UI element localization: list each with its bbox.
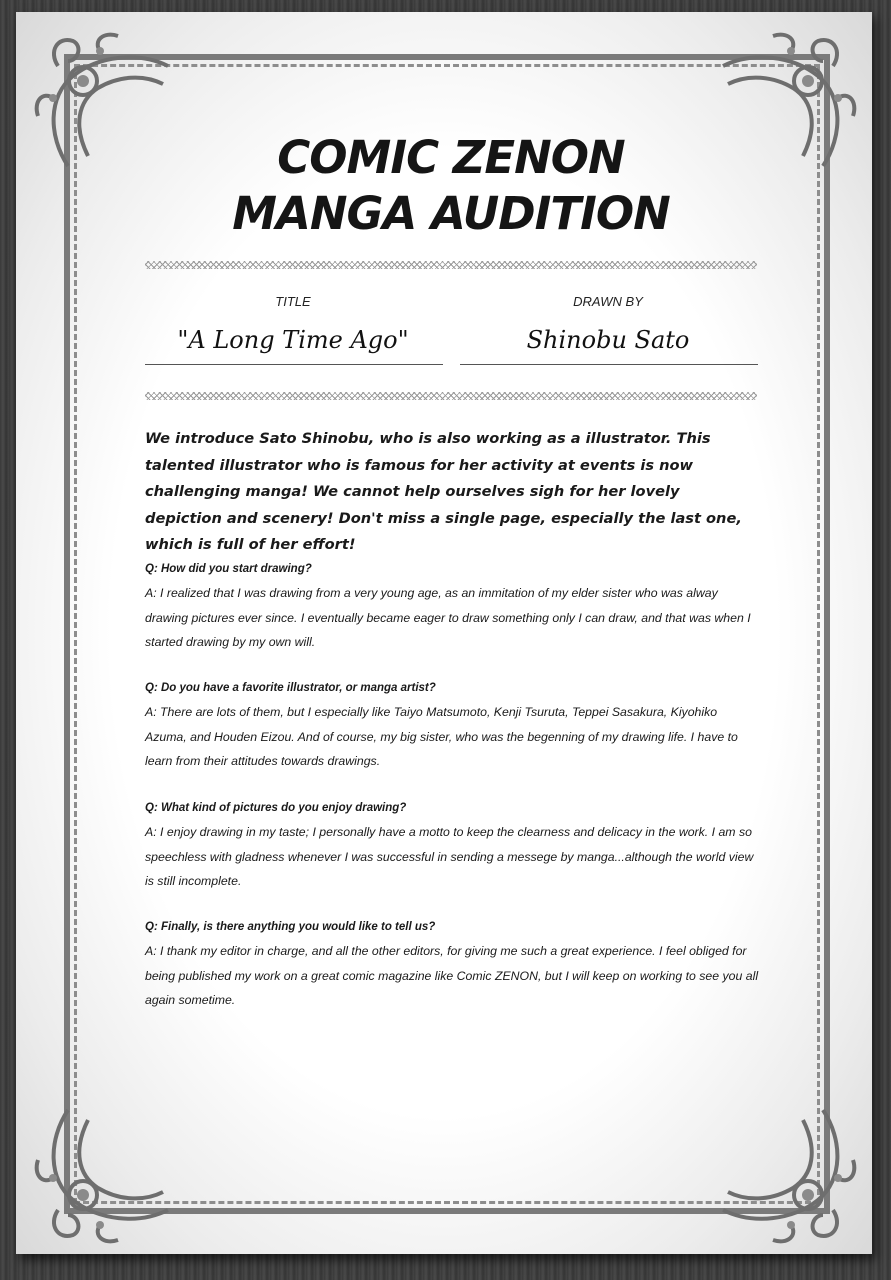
- corner-ornament-icon: [28, 1100, 178, 1250]
- qa-item: [145, 915, 759, 1013]
- title-line-2: MANGA AUDITION: [232, 187, 670, 240]
- artist-name: Shinobu Sato: [526, 326, 690, 354]
- title-line-1: COMIC ZENON: [277, 131, 625, 184]
- question: Q: How did you start drawing?: [145, 563, 312, 575]
- intro-paragraph: We introduce Sato Shinobu, who is also working as a illustrator. This talented illustrator who is famous for her activity at events is now challenging manga! We cannot help ourselves sigh for her lovely depiction and scenery! Don't miss a single page, especially the last one, which is full of her effort!: [145, 430, 742, 553]
- drawn-by-underline: [460, 364, 758, 365]
- title-underline: [145, 364, 443, 365]
- qa-item: [145, 796, 759, 894]
- answer: A: I thank my editor in charge, and all the other editors, for giving me such a great experience. I feel obliged for being published my work on a great comic magazine like Comic ZENON, but I will keep on working to see you all again sometime.: [145, 944, 759, 1007]
- answer: A: There are lots of them, but I especially like Taiyo Matsumoto, Kenji Tsuruta, Teppei Sasakura, Kiyohiko Azuma, and Houden Eizou. And of course, my big sister, who was the begenning of my drawing life. I have to learn from their attitudes towards drawings.: [145, 705, 738, 768]
- qa-item: [145, 676, 759, 774]
- question: Q: Do you have a favorite illustrator, or manga artist?: [145, 682, 436, 694]
- title-label: TITLE: [275, 294, 311, 309]
- divider: [145, 261, 757, 269]
- corner-ornament-icon: [713, 1100, 863, 1250]
- drawn-by-label: DRAWN BY: [573, 294, 643, 309]
- divider: [145, 392, 757, 400]
- page-title: [145, 130, 757, 242]
- question: Q: What kind of pictures do you enjoy drawing?: [145, 802, 407, 814]
- qa-item: [145, 557, 759, 655]
- question: Q: Finally, is there anything you would like to tell us?: [145, 921, 436, 933]
- title-value: "A Long Time Ago": [177, 326, 409, 354]
- answer: A: I realized that I was drawing from a very young age, as an immitation of my elder sister who was alway drawing pictures ever since. I eventually became eager to draw something only I can draw, and that was when I started drawing by my own will.: [145, 586, 751, 649]
- answer: A: I enjoy drawing in my taste; I personally have a motto to keep the clearness and delicacy in the work. I am so speechless with gladness whenever I was successful in sending a messege by manga...although the world view is still incomplete.: [145, 825, 754, 888]
